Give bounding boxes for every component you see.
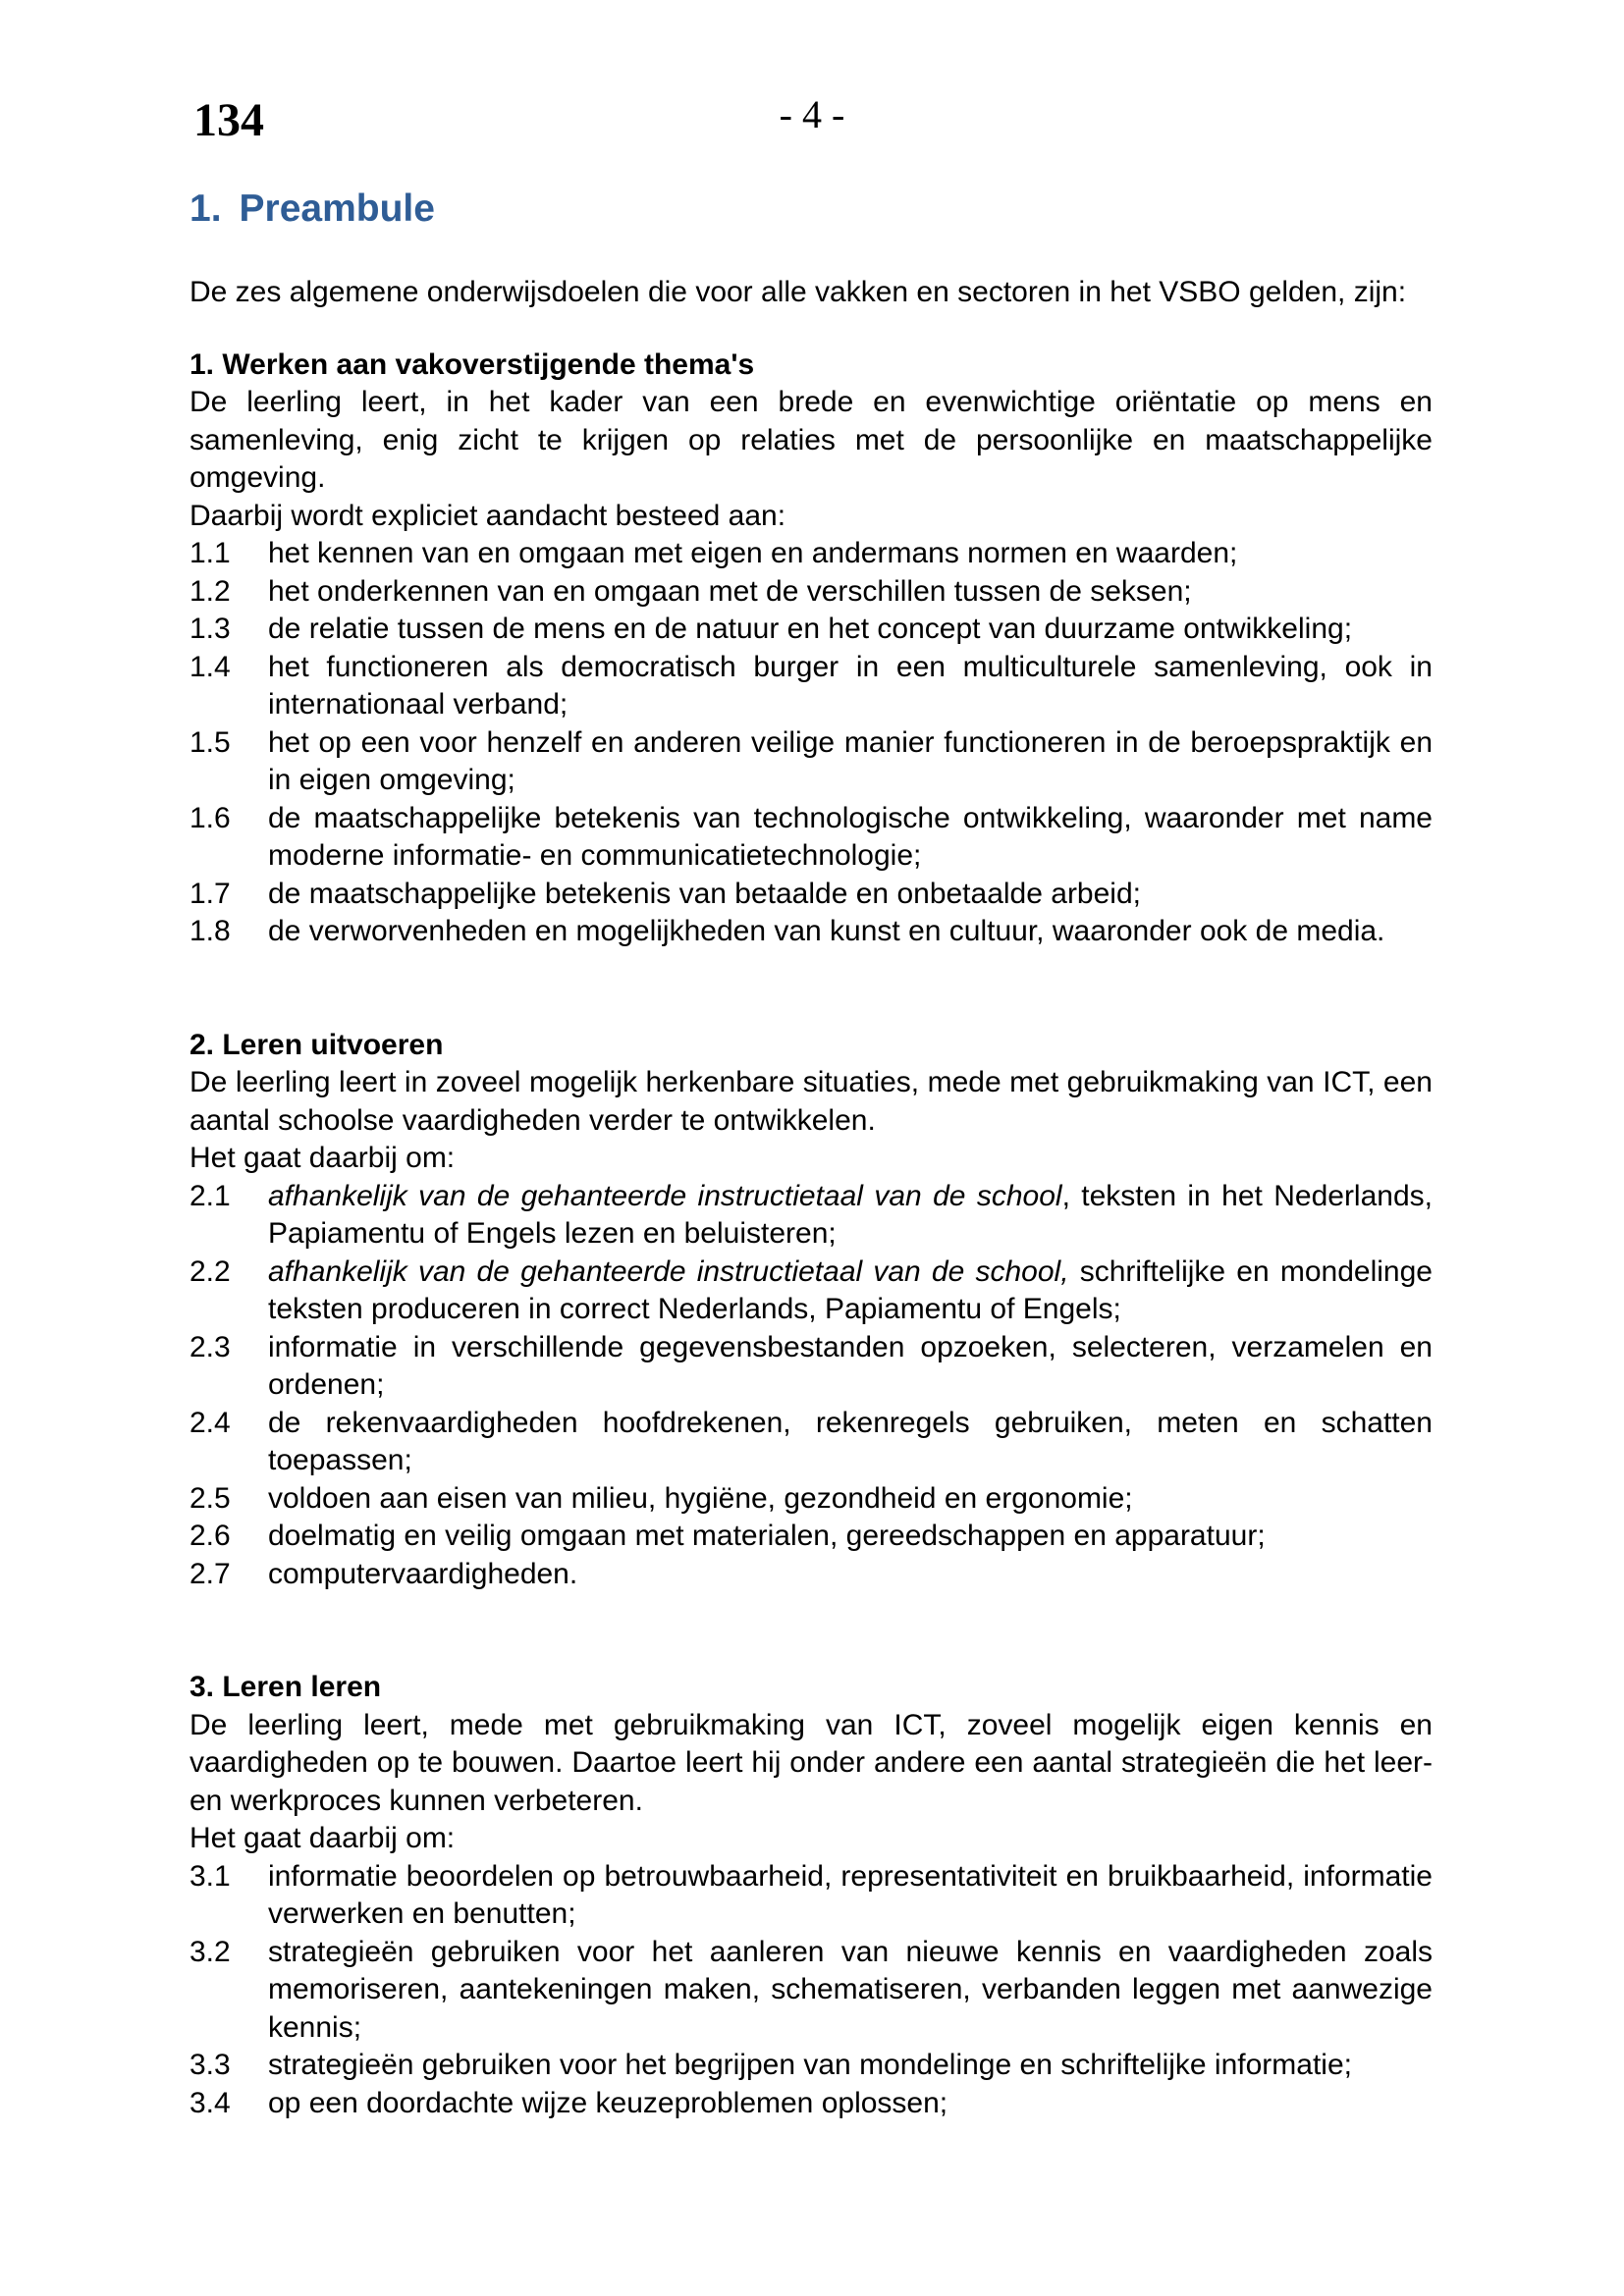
section-paragraph: Het gaat daarbij om:	[189, 1822, 456, 1854]
list-item-text: strategieën gebruiken voor het begrijpen van mondelinge en schriftelijke informatie;	[268, 2049, 1352, 2081]
list-item	[189, 1405, 1433, 1480]
list-item	[189, 876, 1433, 914]
section-paragraph: De leerling leert, mede met gebruikmaking van ICT, zoveel mogelijk eigen kennis en vaardigheden op te bouwen. Daartoe leert hij onder andere een aantal strategieën die het leer- en werkproces kunnen verbeteren.	[189, 1708, 1433, 1817]
list-item-number: 2.4	[189, 1406, 231, 1439]
list-item-text: de verworvenheden en mogelijkheden van kunst en cultuur, waaronder ook de media.	[268, 915, 1385, 947]
list-item-number: 2.5	[189, 1481, 231, 1515]
list-item-number: 3.2	[189, 1935, 231, 1968]
section-paragraph: Daarbij wordt expliciet aandacht besteed aan:	[189, 499, 786, 532]
list-item	[189, 2085, 1433, 2123]
list-item-number: 1.3	[189, 613, 231, 645]
list-item-text: de relatie tussen de mens en de natuur en het concept van duurzame ontwikkeling;	[268, 613, 1353, 645]
list-item-text: strategieën gebruiken voor het aanleren van nieuwe kennis en vaardigheden zoals memoriseren, aantekeningen maken, schematiseren, verbanden leggen met aanwezige kennis;	[268, 1935, 1433, 2044]
list-item-italic-phrase: afhankelijk van de gehanteerde instructietaal van de school,	[268, 1255, 1069, 1288]
list-item-number: 2.7	[189, 1557, 231, 1590]
list-item-number: 2.1	[189, 1179, 231, 1212]
list-item-number: 3.4	[189, 2086, 231, 2119]
list-item-number: 2.3	[189, 1330, 231, 1363]
list-item-text: de maatschappelijke betekenis van technologische ontwikkeling, waaronder met name moderne informatie- en communicatietechnologie;	[268, 801, 1433, 872]
list-item	[189, 1329, 1433, 1405]
page-title-text: Preambule	[239, 187, 435, 230]
section-2	[189, 1027, 1433, 1594]
list-item-number: 1.4	[189, 650, 231, 683]
list-item	[189, 2047, 1433, 2085]
list-item	[189, 724, 1433, 800]
section-1	[189, 347, 1433, 951]
list-item	[189, 573, 1433, 612]
document-body	[189, 347, 1433, 2123]
list-item-text: informatie in verschillende gegevensbestanden opzoeken, selecteren, verzamelen en ordenen;	[268, 1330, 1433, 1401]
section-3	[189, 1669, 1433, 2122]
list-item-number: 1.5	[189, 725, 231, 759]
list-item	[189, 1254, 1433, 1329]
list-item	[189, 649, 1433, 724]
list-item	[189, 611, 1433, 649]
section-heading: 3. Leren leren	[189, 1671, 382, 1703]
section-paragraph: De leerling leert in zoveel mogelijk herkenbare situaties, mede met gebruikmaking van ICT, een aantal schoolse vaardigheden verder te ontwikkelen.	[189, 1066, 1433, 1137]
list-item-number: 3.3	[189, 2049, 231, 2081]
list-item-text: de maatschappelijke betekenis van betaalde en onbetaalde arbeid;	[268, 877, 1141, 910]
list-item	[189, 800, 1433, 876]
list-item-number: 1.8	[189, 915, 231, 947]
list-item-number: 1.7	[189, 877, 231, 910]
document-content	[189, 274, 1433, 2122]
list-item-text: informatie beoordelen op betrouwbaarheid, representativiteit en bruikbaarheid, informatie verwerken en benutten;	[268, 1859, 1433, 1930]
list-item	[189, 1556, 1433, 1594]
section-paragraph: Het gaat daarbij om:	[189, 1142, 456, 1174]
list-item-text: op een doordachte wijze keuzeproblemen oplossen;	[268, 2086, 948, 2119]
list-item	[189, 1858, 1433, 1934]
list-item-number: 2.2	[189, 1255, 231, 1288]
section-heading: 2. Leren uitvoeren	[189, 1028, 444, 1061]
list-item-text: het op een voor henzelf en anderen veilige manier functioneren in de beroepspraktijk en in eigen omgeving;	[268, 725, 1433, 796]
section-heading: 1. Werken aan vakoverstijgende thema's	[189, 347, 755, 381]
page-title	[189, 187, 435, 233]
list-item	[189, 1480, 1433, 1519]
list-item-text: het onderkennen van en omgaan met de verschillen tussen de seksen;	[268, 574, 1192, 608]
page-number-center: - 4 -	[779, 92, 845, 136]
list-item-text: het kennen van en omgaan met eigen en andermans normen en waarden;	[268, 537, 1238, 569]
intro-paragraph: De zes algemene onderwijsdoelen die voor alle vakken en sectoren in het VSBO gelden, zijn:	[189, 276, 1407, 308]
list-item-text: computervaardigheden.	[268, 1557, 578, 1590]
list-item-number: 1.6	[189, 801, 231, 834]
list-item	[189, 1934, 1433, 2048]
list-item-number: 2.6	[189, 1520, 231, 1552]
list-item-text: doelmatig en veilig omgaan met materialen, gereedschappen en apparatuur;	[268, 1520, 1266, 1552]
list-item-text: het functioneren als democratisch burger in een multiculturele samenleving, ook in internationaal verband;	[268, 650, 1433, 721]
list-item-text: afhankelijk van de gehanteerde instructietaal van de school, schriftelijke en mondelinge teksten produceren in correct Nederlands, Papiamentu of Engels;	[268, 1255, 1433, 1325]
list-item-text: de rekenvaardigheden hoofdrekenen, rekenregels gebruiken, meten en schatten toepassen;	[268, 1406, 1433, 1476]
list-item-italic-phrase: afhankelijk van de gehanteerde instructietaal van de school	[268, 1179, 1062, 1212]
list-item	[189, 535, 1433, 573]
list-item-number: 1.1	[189, 537, 231, 569]
list-item-text: afhankelijk van de gehanteerde instructietaal van de school, teksten in het Nederlands, Papiamentu of Engels lezen en beluisteren;	[268, 1179, 1433, 1250]
section-paragraph: De leerling leert, in het kader van een brede en evenwichtige oriëntatie op mens en samenleving, enig zicht te krijgen op relaties met de persoonlijke en maatschappelijke omgeving.	[189, 386, 1433, 494]
list-item-text: voldoen aan eisen van milieu, hygiëne, gezondheid en ergonomie;	[268, 1481, 1133, 1515]
page-title-number: 1.	[189, 187, 222, 230]
page-number-left: 134	[193, 94, 264, 146]
list-item-number: 1.2	[189, 574, 231, 608]
list-item	[189, 1178, 1433, 1254]
list-item	[189, 913, 1433, 951]
list-item	[189, 1518, 1433, 1556]
list-item-number: 3.1	[189, 1859, 231, 1893]
